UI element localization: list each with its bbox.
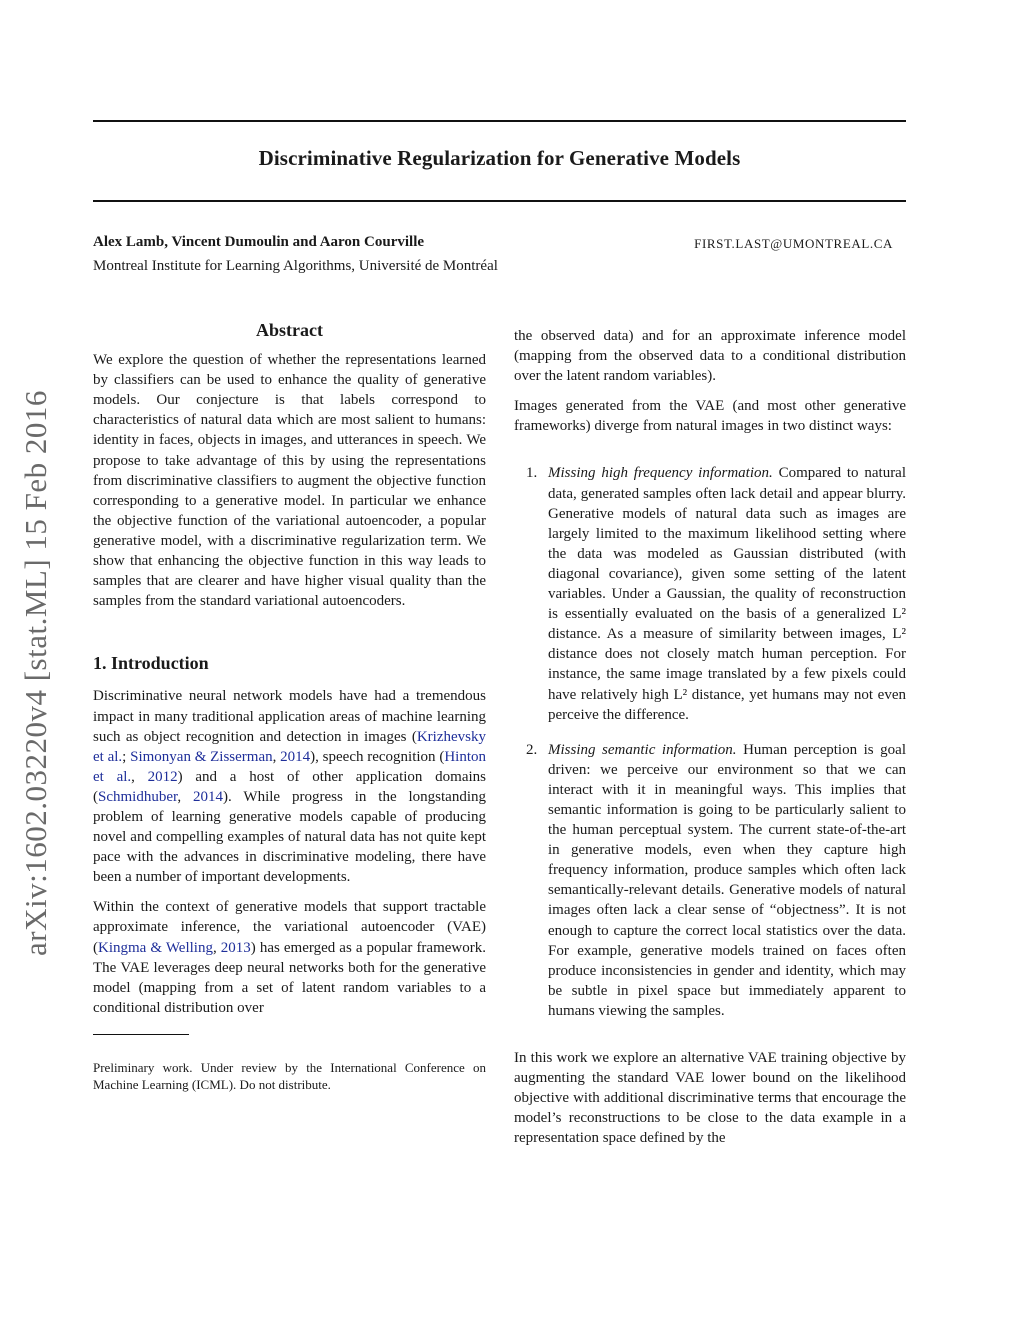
paragraph-gap — [93, 887, 486, 897]
affiliation: Montreal Institute for Learning Algorithms, Université de Montréal — [93, 258, 498, 274]
intro-paragraph-1 — [93, 686, 486, 887]
list-item-title: Missing semantic information. — [548, 741, 737, 758]
list-item-title: Missing high frequency information. — [548, 465, 773, 482]
list-item — [514, 463, 906, 724]
list-item — [514, 740, 906, 1021]
text-run: , — [212, 939, 221, 956]
list-item-text: Compared to natural data, generated samples often lack detail and appear blurry. Generative models of natural data such as images are largely limited to the maximum likelihood setting where the data was modeled as Gaussian distributed (with diagonal covariance), given some setting of the latent variables. Under a Gaussian, the quality of reconstruction is essentially evaluated on the basis of a generalized L² distance. As a measure of similarity between images, L² distance does not closely match human perception. For instance, the same image translated by a few pixels could have relatively high L² distance, yet humans may not even perceive the difference. — [548, 465, 907, 723]
author-list: Alex Lamb, Vincent Dumoulin and Aaron Courville — [93, 234, 425, 250]
footnote: Preliminary work. Under review by the International Conference on Machine Learning (ICML). Do not distribute. — [93, 1059, 486, 1092]
abstract-heading: Abstract — [256, 320, 323, 340]
citation-link[interactable]: 2014 — [280, 748, 311, 765]
citation-link[interactable]: Schmidhuber — [98, 788, 178, 805]
text-run: Within the context of generative models that support tractable approximate inference, the variational autoencoder (VAE) ( — [93, 899, 486, 956]
paper-title: Discriminative Regularization for Generative Models — [258, 146, 741, 170]
citation-link[interactable]: Krizhevsky et al. — [93, 728, 486, 765]
right-paragraph-2: Images generated from the VAE (and most other generative frameworks) diverge from natural images in two distinct ways: — [514, 398, 906, 435]
paragraph-gap — [514, 386, 906, 396]
right-paragraph-1: the observed data) and for an approximate inference model (mapping from the observed data to a conditional distribution over the latent random variables). — [514, 328, 906, 385]
title-top-rule — [93, 120, 906, 122]
text-run: ; — [122, 748, 131, 765]
intro-paragraph-2 — [93, 897, 486, 1018]
right-paragraph-3: In this work we explore an alternative VAE training objective by augmenting the standard VAE lower bound on the likelihood objective with additional discriminative terms that encourage the model’s reconstructions to be close to the data example in a representation space defined by the — [514, 1050, 906, 1147]
text-run: , — [177, 788, 194, 805]
text-run: , — [272, 748, 281, 765]
abstract-text: We explore the question of whether the representations learned by classifiers can be used to enhance the quality of generative models. Our conjecture is that labels correspond to characteristics of natural data which are most salient to humans: identity in faces, objects in images, and utterances in speech. We propose to take advantage of this by using the representations from discriminative classifiers to augment the objective function corresponding to a generative model. In particular we enhance the objective function of the variational autoencoder, a popular generative model, with a discriminative regularization term. We show that enhancing the objective function in this way leads to samples that are clearer and have higher visual quality than the samples from the standard variational autoencoders. — [93, 352, 486, 610]
paragraph-gap — [514, 436, 906, 463]
text-run: , — [131, 768, 148, 785]
citation-link[interactable]: 2013 — [220, 939, 251, 956]
arxiv-stamp: arXiv:1602.03220v4 [stat.ML] 15 Feb 2016 — [18, 390, 53, 956]
text-run: ) and a host of other application domains ( — [93, 768, 486, 805]
list-item-text: Human perception is goal driven: we perceive our environment so that we can interact with it in meaningful ways. This implies that semantic information is going to be particularly salient to the human perceptual system. The current state-of-the-art in generative models, even when they capture high frequency information, produce samples which often lack semantically-relevant details. Generative models of natural images often lack a clear sense of “objectness”. It is not enough to capture the correct local statistics over the data. For example, generative models trained on faces often produce inconsistencies in gender and identity, which may be subtle in pixel space but immediately apparent to humans viewing the samples. — [548, 741, 906, 1019]
paragraph-gap — [514, 1021, 906, 1048]
citation-link[interactable]: Hinton et al. — [93, 748, 486, 785]
left-column — [93, 320, 486, 1093]
text-run: ). While progress in the longstanding problem of learning generative models capable of producing novel and compelling examples of natural data has not quite kept pace with the advances in discriminative modeling, there have been a number of important developments. — [93, 788, 487, 886]
text-run: Discriminative neural network models have had a tremendous impact in many traditional application areas of machine learning such as object recognition and detection in images ( — [93, 688, 486, 745]
citation-link[interactable]: Simonyan & Zisserman — [130, 748, 273, 765]
author-email: FIRST.LAST@UMONTREAL.CA — [694, 236, 893, 251]
citation-link[interactable]: 2014 — [193, 788, 224, 805]
citation-link[interactable]: Kingma & Welling — [98, 939, 213, 956]
footnote-rule — [93, 1034, 189, 1035]
list-number: 2. — [526, 741, 538, 758]
text-run: ), speech recognition ( — [310, 748, 445, 765]
section-heading-introduction: 1. Introduction — [93, 653, 209, 674]
citation-link[interactable]: 2012 — [147, 768, 178, 785]
title-bottom-rule — [93, 200, 906, 202]
text-run: ) has emerged as a popular framework. The VAE leverages deep neural networks both for the generative model (mapping from a set of latent random variables to a conditional distribution over — [93, 939, 486, 1016]
right-column — [514, 326, 906, 1148]
list-number: 1. — [526, 465, 538, 482]
divergence-list — [514, 463, 906, 1021]
